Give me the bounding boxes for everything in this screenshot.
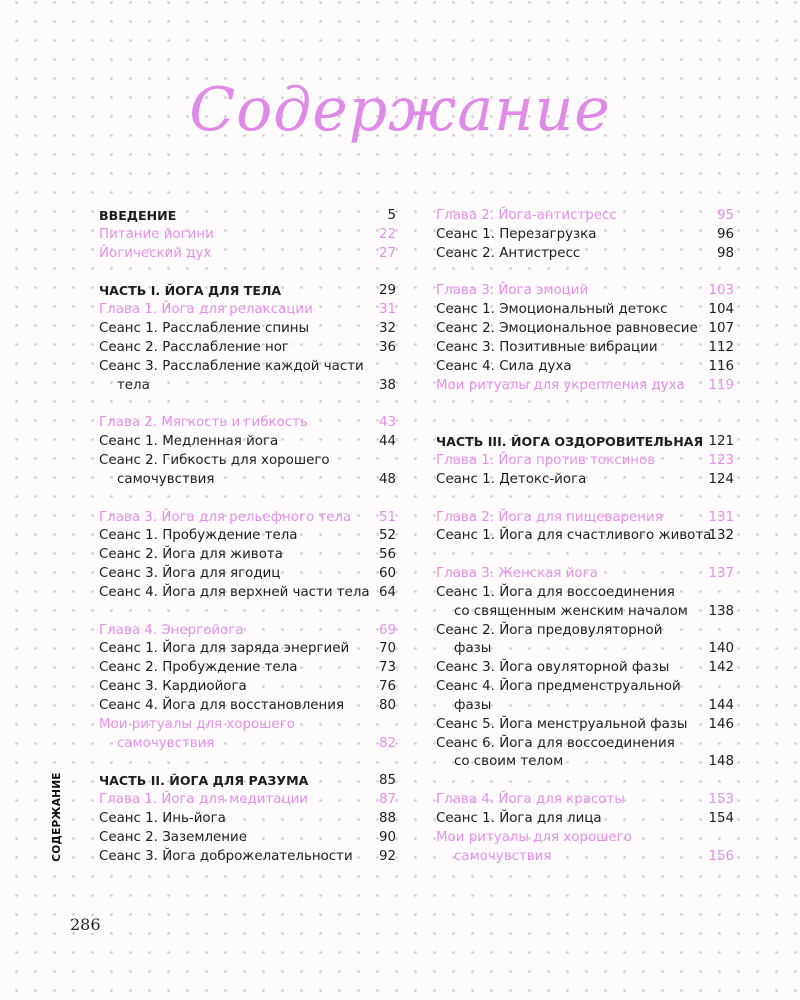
toc-spacer xyxy=(436,546,734,565)
toc-entry-title: Мои ритуалы для хорошего xyxy=(436,829,632,845)
toc-session-entry[interactable] xyxy=(99,527,396,546)
toc-entry-title: Сеанс 1. Пробуждение тела xyxy=(99,528,298,544)
toc-entry-page-number: 154 xyxy=(708,811,734,826)
toc-session-entry-continued[interactable] xyxy=(436,603,734,622)
toc-entry-page-number: 119 xyxy=(708,377,734,393)
toc-entry-title: Глава 3. Женская йога xyxy=(436,566,598,582)
toc-entry-page-number: 137 xyxy=(708,566,734,582)
toc-entry-title: самочувствия xyxy=(117,471,215,487)
toc-entry-page-number: 96 xyxy=(716,226,734,242)
toc-entry-page-number: 80 xyxy=(378,697,396,713)
toc-entry-title: Питание йогини xyxy=(99,226,214,242)
toc-entry-title: Сеанс 1. Расслабление спины xyxy=(99,321,310,337)
toc-session-entry[interactable] xyxy=(436,301,734,320)
toc-chapter-entry[interactable] xyxy=(99,301,396,320)
toc-entry-title: Сеанс 3. Йога для ягодиц xyxy=(99,566,281,582)
toc-entry-page-number: 131 xyxy=(708,509,734,525)
toc-entry-title: ЧАСТЬ I. ЙОГА ДЛЯ ТЕЛА xyxy=(99,283,282,299)
toc-session-entry[interactable] xyxy=(436,339,734,358)
toc-entry-page-number: 87 xyxy=(378,792,396,808)
toc-chapter-entry-continued[interactable] xyxy=(436,848,734,867)
toc-session-entry[interactable] xyxy=(99,433,396,452)
toc-chapter-entry[interactable] xyxy=(436,282,734,301)
toc-part-heading[interactable] xyxy=(99,282,396,301)
toc-entry-title: Сеанс 1. Перезагрузка xyxy=(436,226,597,242)
toc-session-entry-continued[interactable] xyxy=(99,377,396,396)
toc-entry-title: Сеанс 1. Эмоциональный детокс xyxy=(436,302,668,318)
side-section-label xyxy=(48,772,66,862)
toc-entry-page-number: 104 xyxy=(708,302,734,318)
toc-spacer xyxy=(99,603,396,622)
toc-chapter-entry[interactable] xyxy=(99,622,396,641)
toc-chapter-entry-continued[interactable] xyxy=(99,735,396,754)
toc-entry-title: фазы xyxy=(454,697,492,713)
toc-entry-title: Глава 3. Йога эмоций xyxy=(436,283,589,299)
toc-entry-title: Сеанс 1. Йога для воссоединения xyxy=(436,584,675,600)
toc-entry-page-number: 95 xyxy=(716,208,734,223)
toc-spacer xyxy=(99,264,396,283)
toc-entry-title: Глава 1. Йога для релаксации xyxy=(99,302,313,318)
toc-session-entry[interactable] xyxy=(99,358,396,377)
toc-entry-page-number: 92 xyxy=(378,848,396,864)
toc-chapter-entry[interactable] xyxy=(99,791,396,810)
toc-entry-title: со своим телом xyxy=(454,754,564,770)
toc-right-column xyxy=(436,207,734,867)
toc-entry-page-number: 31 xyxy=(378,302,396,318)
toc-entry-page-number: 36 xyxy=(378,339,396,355)
toc-entry-page-number: 82 xyxy=(378,735,396,751)
toc-part-heading[interactable] xyxy=(436,433,734,452)
toc-entry-page-number: 153 xyxy=(708,792,734,808)
toc-entry-title: Глава 4. Йога для красоты xyxy=(436,792,625,808)
toc-entry-title: Сеанс 3. Позитивные вибрации xyxy=(436,339,658,355)
toc-session-entry[interactable] xyxy=(99,678,396,697)
toc-session-entry[interactable] xyxy=(99,584,396,603)
toc-entry-title: Сеанс 5. Йога менструальной фазы xyxy=(436,716,688,732)
toc-left-column xyxy=(99,207,396,867)
toc-entry-page-number: 5 xyxy=(387,208,396,223)
toc-entry-title: Сеанс 2. Антистресс xyxy=(436,245,581,261)
toc-chapter-entry[interactable] xyxy=(436,829,734,848)
toc-entry-title: Мои ритуалы для хорошего xyxy=(99,716,295,732)
toc-entry-page-number: 144 xyxy=(708,697,734,713)
toc-session-entry[interactable] xyxy=(436,716,734,735)
toc-session-entry[interactable] xyxy=(99,659,396,678)
toc-spacer xyxy=(99,753,396,772)
toc-entry-title: Сеанс 1. Медленная йога xyxy=(99,434,279,450)
toc-entry-title: тела xyxy=(117,377,150,393)
toc-entry-title: самочувствия xyxy=(454,848,552,864)
toc-entry-page-number: 107 xyxy=(708,321,734,337)
toc-chapter-entry[interactable] xyxy=(436,565,734,584)
toc-entry-title: Сеанс 2. Эмоциональное равновесие xyxy=(436,321,698,337)
toc-session-entry-continued[interactable] xyxy=(436,697,734,716)
toc-session-entry[interactable] xyxy=(436,678,734,697)
toc-entry-title: Глава 2. Йога для пищеварения xyxy=(436,509,663,525)
toc-session-entry[interactable] xyxy=(99,829,396,848)
toc-session-entry[interactable] xyxy=(436,584,734,603)
toc-entry-title: ВВЕДЕНИЕ xyxy=(99,208,177,223)
toc-chapter-entry[interactable] xyxy=(436,509,734,528)
toc-session-entry[interactable] xyxy=(99,339,396,358)
toc-entry-title: Глава 4. Энергойога xyxy=(99,622,244,638)
toc-entry-page-number: 64 xyxy=(378,584,396,600)
toc-entry-page-number: 138 xyxy=(708,603,734,619)
toc-session-entry[interactable] xyxy=(436,622,734,641)
toc-entry-page-number: 132 xyxy=(708,528,734,544)
toc-spacer xyxy=(436,395,734,414)
toc-chapter-entry[interactable] xyxy=(436,377,734,396)
toc-chapter-entry[interactable] xyxy=(99,716,396,735)
toc-entry-title: Сеанс 1. Йога для заряда энергией xyxy=(99,641,350,657)
toc-entry-page-number: 52 xyxy=(378,528,396,544)
toc-part-heading[interactable] xyxy=(99,207,396,226)
toc-entry-title: фазы xyxy=(454,641,492,657)
toc-entry-page-number: 76 xyxy=(378,679,396,695)
toc-entry-title: Глава 3. Йога для рельефного тела xyxy=(99,509,352,525)
toc-entry-page-number: 27 xyxy=(378,245,396,261)
toc-entry-page-number: 124 xyxy=(708,471,734,487)
toc-entry-page-number: 121 xyxy=(708,434,734,450)
toc-spacer xyxy=(436,772,734,791)
toc-entry-title: Мои ритуалы для укрепления духа xyxy=(436,377,685,393)
toc-entry-title: Сеанс 1. Йога для лица xyxy=(436,811,602,826)
toc-chapter-entry[interactable] xyxy=(436,452,734,471)
toc-session-entry[interactable] xyxy=(99,565,396,584)
toc-entry-title: Йогический дух xyxy=(99,245,212,261)
toc-entry-title: Сеанс 3. Йога овуляторной фазы xyxy=(436,660,670,676)
toc-entry-page-number: 140 xyxy=(708,641,734,657)
toc-entry-page-number: 148 xyxy=(708,754,734,770)
toc-entry-page-number: 112 xyxy=(708,339,734,355)
toc-chapter-entry[interactable] xyxy=(436,207,734,226)
toc-chapter-entry[interactable] xyxy=(99,245,396,264)
toc-entry-page-number: 69 xyxy=(378,622,396,638)
page-number: 286 xyxy=(70,915,101,934)
toc-entry-page-number: 44 xyxy=(378,434,396,450)
toc-entry-page-number: 85 xyxy=(378,773,396,789)
toc-entry-title: Сеанс 3. Кардиойога xyxy=(99,679,247,695)
toc-entry-page-number: 142 xyxy=(708,660,734,676)
toc-entry-title: Сеанс 4. Йога для восстановления xyxy=(99,697,345,713)
toc-entry-title: Сеанс 2. Йога для живота xyxy=(99,547,283,563)
toc-entry-title: Сеанс 4. Йога предменструальной xyxy=(436,679,681,695)
toc-entry-title: Сеанс 2. Йога предовуляторной xyxy=(436,622,663,638)
toc-entry-page-number: 56 xyxy=(378,547,396,563)
toc-entry-page-number: 90 xyxy=(378,829,396,845)
toc-entry-title: Глава 1. Йога для медитации xyxy=(99,792,308,808)
toc-session-entry[interactable] xyxy=(436,471,734,490)
toc-session-entry-continued[interactable] xyxy=(99,471,396,490)
toc-entry-page-number: 51 xyxy=(378,509,396,525)
page-title: Содержание xyxy=(189,75,611,145)
toc-session-entry[interactable] xyxy=(99,697,396,716)
toc-entry-page-number: 103 xyxy=(708,283,734,299)
toc-entry-title: самочувствия xyxy=(117,735,215,751)
toc-chapter-entry[interactable] xyxy=(99,509,396,528)
toc-session-entry[interactable] xyxy=(99,546,396,565)
toc-chapter-entry[interactable] xyxy=(436,791,734,810)
toc-entry-title: Сеанс 4. Сила духа xyxy=(436,358,572,374)
toc-spacer xyxy=(436,264,734,283)
toc-session-entry[interactable] xyxy=(436,320,734,339)
side-label-text: СОДЕРЖАНИЕ xyxy=(51,772,63,862)
toc-session-entry[interactable] xyxy=(436,659,734,678)
toc-entry-page-number: 88 xyxy=(378,811,396,826)
toc-entry-page-number: 116 xyxy=(708,358,734,374)
toc-entry-title: Глава 2. Мягкость и гибкость xyxy=(99,415,308,431)
toc-session-entry[interactable] xyxy=(436,245,734,264)
toc-session-entry[interactable] xyxy=(99,452,396,471)
toc-entry-title: Сеанс 1. Инь-йога xyxy=(99,811,226,826)
toc-entry-title: Сеанс 6. Йога для воссоединения xyxy=(436,735,675,751)
toc-entry-title: со священным женским началом xyxy=(454,603,688,619)
toc-entry-page-number: 29 xyxy=(378,283,396,299)
toc-entry-title: Сеанс 2. Заземление xyxy=(99,829,247,845)
toc-session-entry[interactable] xyxy=(436,735,734,754)
toc-session-entry[interactable] xyxy=(99,810,396,829)
toc-entry-page-number: 32 xyxy=(378,321,396,337)
toc-entry-title: Глава 2. Йога-антистресс xyxy=(436,208,617,223)
toc-entry-page-number: 60 xyxy=(378,566,396,582)
toc-entry-title: ЧАСТЬ II. ЙОГА ДЛЯ РАЗУМА xyxy=(99,773,309,789)
toc-entry-title: Сеанс 2. Расслабление ног xyxy=(99,339,289,355)
toc-part-heading[interactable] xyxy=(99,772,396,791)
toc-entry-page-number: 146 xyxy=(708,716,734,732)
toc-entry-page-number: 123 xyxy=(708,452,734,468)
toc-entry-title: Сеанс 3. Расслабление каждой части xyxy=(99,358,364,374)
toc-entry-page-number: 43 xyxy=(378,415,396,431)
toc-spacer xyxy=(99,490,396,509)
toc-entry-title: Сеанс 1. Йога для счастливого живота xyxy=(436,528,712,544)
toc-entry-page-number: 38 xyxy=(378,377,396,393)
toc-entry-title: Сеанс 2. Пробуждение тела xyxy=(99,660,298,676)
toc-entry-page-number: 156 xyxy=(708,848,734,864)
toc-chapter-entry[interactable] xyxy=(99,414,396,433)
toc-spacer xyxy=(436,414,734,433)
toc-session-entry[interactable] xyxy=(436,527,734,546)
toc-session-entry[interactable] xyxy=(436,358,734,377)
toc-entry-title: Глава 1. Йога против токсинов xyxy=(436,452,656,468)
toc-chapter-entry[interactable] xyxy=(99,226,396,245)
toc-entry-title: ЧАСТЬ III. ЙОГА ОЗДОРОВИТЕЛЬНАЯ xyxy=(436,434,704,450)
toc-entry-page-number: 73 xyxy=(378,660,396,676)
toc-entry-page-number: 70 xyxy=(378,641,396,657)
toc-entry-title: Сеанс 4. Йога для верхней части тела xyxy=(99,584,370,600)
toc-session-entry[interactable] xyxy=(436,810,734,829)
toc-entry-page-number: 48 xyxy=(378,471,396,487)
toc-session-entry-continued[interactable] xyxy=(436,753,734,772)
toc-spacer xyxy=(99,395,396,414)
toc-entry-title: Сеанс 1. Детокс-йога xyxy=(436,471,587,487)
toc-spacer xyxy=(436,490,734,509)
toc-entry-title: Сеанс 3. Йога доброжелательности xyxy=(99,848,353,864)
toc-session-entry[interactable] xyxy=(436,226,734,245)
toc-session-entry[interactable] xyxy=(99,320,396,339)
toc-session-entry[interactable] xyxy=(99,640,396,659)
toc-session-entry[interactable] xyxy=(99,848,396,867)
toc-entry-page-number: 98 xyxy=(716,245,734,261)
toc-session-entry-continued[interactable] xyxy=(436,640,734,659)
toc-entry-title: Сеанс 2. Гибкость для хорошего xyxy=(99,452,330,468)
toc-entry-page-number: 22 xyxy=(378,226,396,242)
